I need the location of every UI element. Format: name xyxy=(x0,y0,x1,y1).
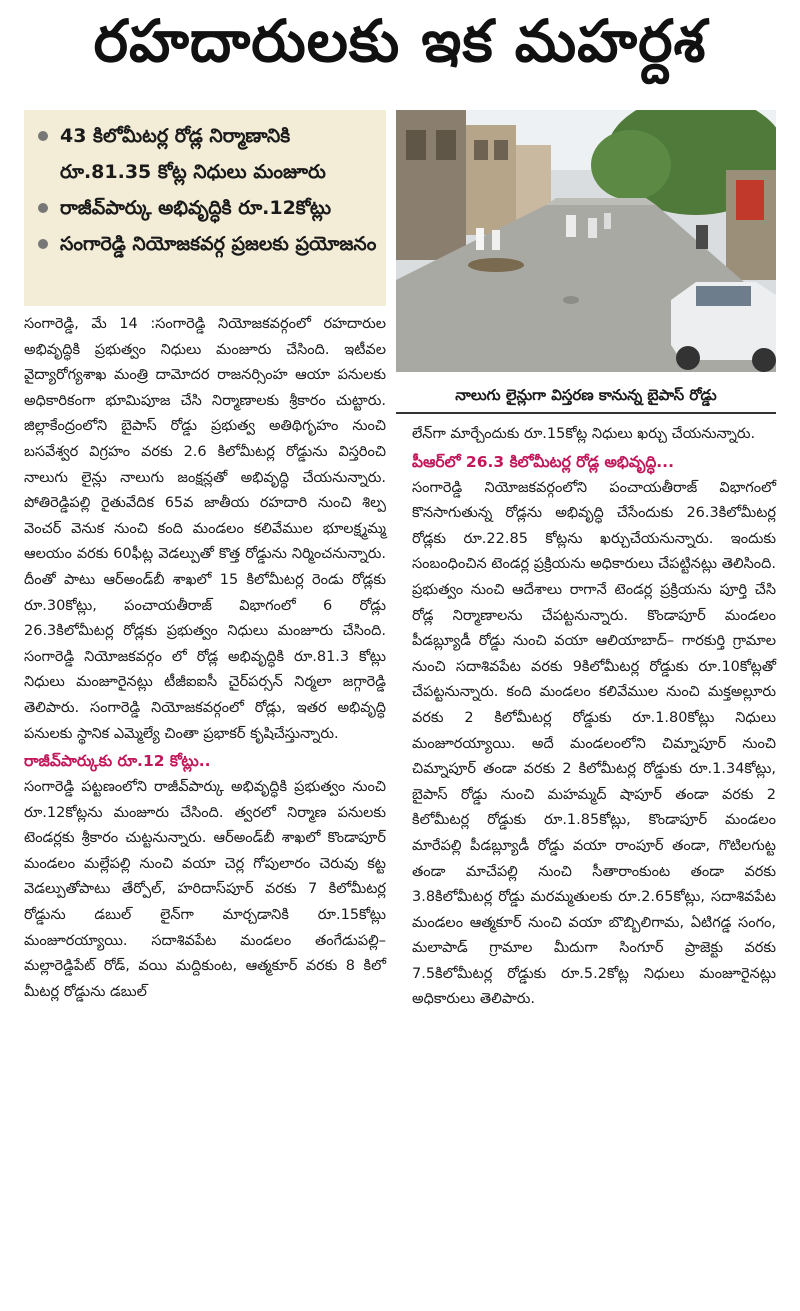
article-paragraph: లేన్‌గా మార్చేందుకు రూ.15కోట్ల నిధులు ఖర్చు చేయనున్నారు. xyxy=(412,426,756,442)
bullet-icon xyxy=(38,131,48,141)
article-subhead: రాజీవ్‌పార్కుకు రూ.12 కోట్లు.. xyxy=(24,752,211,771)
highlight-text: రాజీవ్‌పార్కు అభివృద్ధికి రూ.12కోట్లు xyxy=(60,197,332,219)
article-paragraph: సంగారెడ్డి నియోజకవర్గంలోని పంచాయతీరాజ్‌ విభాగంలో కొనసాగుతున్న రోడ్లను అభివృద్ధి చేసేందుకు 26.3కిలోమీటర్ల రోడ్లకు రూ.22.85 కోట్లను ఖర్చుచేయనున్నారు. ఇందుకు సంబంధించిన టెండర్ల ప్రక్రియను అధికారులు చేపట్టినట్లు తెలిసింది. ప్రభుత్వం నుంచి ఆదేశాలు రాగానే టెండర్ల ప్రక్రియను పూర్తి చేసి రోడ్ల నిర్మాణాలను చేపట్టనున్నారు. కొండాపూర్‌ మండలం పీడబ్ల్యూడీ రోడ్డు నుంచి వయా ఆలియాబాద్‌– గారకుర్తి గ్రామాల నుంచి సదాశివపేట వరకు 9కిలోమీటర్ల రోడ్డుకు రూ.10కోట్లతో చేపట్టనున్నారు. కంది మండలం కలివేముల నుంచి మక్తఅల్లూరు వరకు 2 కిలోమీటర్ల రోడ్డుకు రూ.1.80కోట్లు నిధులు మంజూరయ్యాయి. అదే మండలంలోని చిమ్నాపూర్‌ నుంచి చిమ్నాపూర్‌ తండా వరకు 2 కిలోమీటర్ల రోడ్డుకు రూ.1.34కోట్లు, బైపాస్‌ రోడ్డు నుంచి మహమ్మద్‌ షాపూర్‌ తండా వరకు 2 కిలోమీటర్ల రోడ్డుకు రూ.1.85కోట్లు, కొండాపూర్‌ మండలం మారేపల్లి పీడబ్ల్యూడీ రోడ్డు వయా రాంపూర్‌ తండా, గొటిలగుట్ట తండా మాచేపల్లి నుంచి సీతారాంకుంట తండా వరకు 3.8కిలోమీటర్ల రోడ్డు మరమ్మతులకు రూ.2.65కోట్లు, సదాశివపేట మండలం ఆత్మకూర్‌ నుంచి వయా బొబ్బిలిగామ, ఏటిగడ్డ సంగం, మలాపాడ్‌ గ్రామాల మీదుగా సింగూర్‌ ప్రాజెక్టు వరకు 7.5కిలోమీటర్ల రోడ్డుకు రూ.5.2కోట్ల నిధులు మంజూరైనట్లు అధికారులు తెలిపారు. xyxy=(412,479,776,1008)
headline: రహదారులకు ఇక మహర్దశ xyxy=(93,6,707,75)
article-paragraph: సంగారెడ్డి పట్టణంలోని రాజీవ్‌పార్కు అభివృద్ధికి ప్రభుత్వం నుంచి రూ.12కోట్లను మంజూరు చేసింది. త్వరలో నిర్మాణ పనులకు టెండర్లకు శ్రీకారం చుట్టనున్నారు. ఆర్‌అండ్‌బీ శాఖలో కొండాపూర్‌ మండలం మల్లేపల్లి నుంచి వయా చెర్ల గోపులారం చెరువు కట్ట వెడల్పుతోపాటు తేర్పోల్‌, హరిదాస్‌పూర్‌ వరకు 7 కిలోమీటర్ల రోడ్డును డబుల్‌ లైన్‌గా మార్చడానికి రూ.15కోట్లు మంజూరయ్యాయి. సదాశివపేట మండలం తంగేడుపల్లి–మల్లారెడ్డిపేట్‌ రోడ్‌, వయి మద్దికుంట, ఆత్మకూర్‌ వరకు 8 కిలో మీటర్ల రోడ్డును డబుల్‌ xyxy=(24,779,386,1000)
highlight-text: 43 కిలోమీటర్ల రోడ్ల నిర్మాణానికి రూ.81.35 కోట్ల నిధులు మంజూరు xyxy=(60,125,326,183)
bullet-icon xyxy=(38,203,48,213)
article-right-column xyxy=(412,422,776,1013)
bullet-icon xyxy=(38,239,48,249)
highlights-box xyxy=(24,110,386,306)
highlight-item xyxy=(34,190,378,226)
photo-caption: నాలుగు లైన్లుగా విస్తరణ కానున్న బైపాస్‌ రోడ్డు xyxy=(396,378,776,414)
article-subhead: పీఆర్‌లో 26.3 కిలోమీటర్ల రోడ్ల అభివృద్ధి... xyxy=(412,452,674,471)
highlight-item xyxy=(34,226,378,262)
highlight-text: సంగారెడ్డి నియోజకవర్గ ప్రజలకు ప్రయోజనం xyxy=(60,233,377,255)
highlight-item xyxy=(34,118,378,190)
article-paragraph: సంగారెడ్డి, మే 14 :సంగారెడ్డి నియోజకవర్గంలో రహదారుల అభివృద్ధికి ప్రభుత్వం నిధులు మంజూరు చేసింది. ఇటీవల వైద్యారోగ్యశాఖ మంత్రి దామోదర రాజనర్సింహ ఆయా పనులకు అధికారికంగా భూమిపూజ చేసి నిర్మాణాలకు శ్రీకారం చుట్టారు. జిల్లాకేంద్రంలోని బైపాస్‌ రోడ్డు ప్రభుత్వ అతిథిగృహం నుంచి బసవేశ్వర విగ్రహం వరకు 2.6 కిలోమీటర్ల రోడ్డును విస్తరించి నాలుగు లైన్లు నాలుగు జంక్షన్లతో అభివృద్ధి చేయనున్నారు. పోతిరెడ్డిపల్లి రైతువేదిక 65వ జాతీయ రహదారి నుంచి శిల్ప వెంచర్‌ వెనుక నుంచి కంది మండలం కలివేముల భూలక్ష్మమ్మ ఆలయం వరకు 60ఫీట్ల వెడల్పుతో కొత్త రోడ్డును నిర్మించనున్నారు. దీంతో పాటు ఆర్‌అండ్‌బీ శాఖలో 15 కిలోమీటర్ల రెండు రోడ్లకు రూ.30కోట్లు, పంచాయతీరాజ్‌ విభాగంలో 6 రోడ్లు 26.3కిలోమీటర్ల రోడ్లకు ప్రభుత్వం నిధులు మంజూరు చేసింది. సంగారెడ్డి నియోజకవర్గం లో రోడ్ల అభివృద్ధికి రూ.81.3 కోట్లు నిధులు మంజూరైనట్లు టీజీఐఐసీ చైర్‌పర్సన్‌ నిర్మలా జగ్గారెడ్డి తెలిపారు. సంగారెడ్డి నియోజకవర్గంలో రోడ్లు, ఇతర అభివృద్ధి పనులకు స్థానిక ఎమ్మెల్యే చింతా ప్రభాకర్‌ కృషిచేస్తున్నారు. xyxy=(24,316,386,742)
road-photo xyxy=(396,110,776,372)
article-left-column xyxy=(24,312,386,1005)
